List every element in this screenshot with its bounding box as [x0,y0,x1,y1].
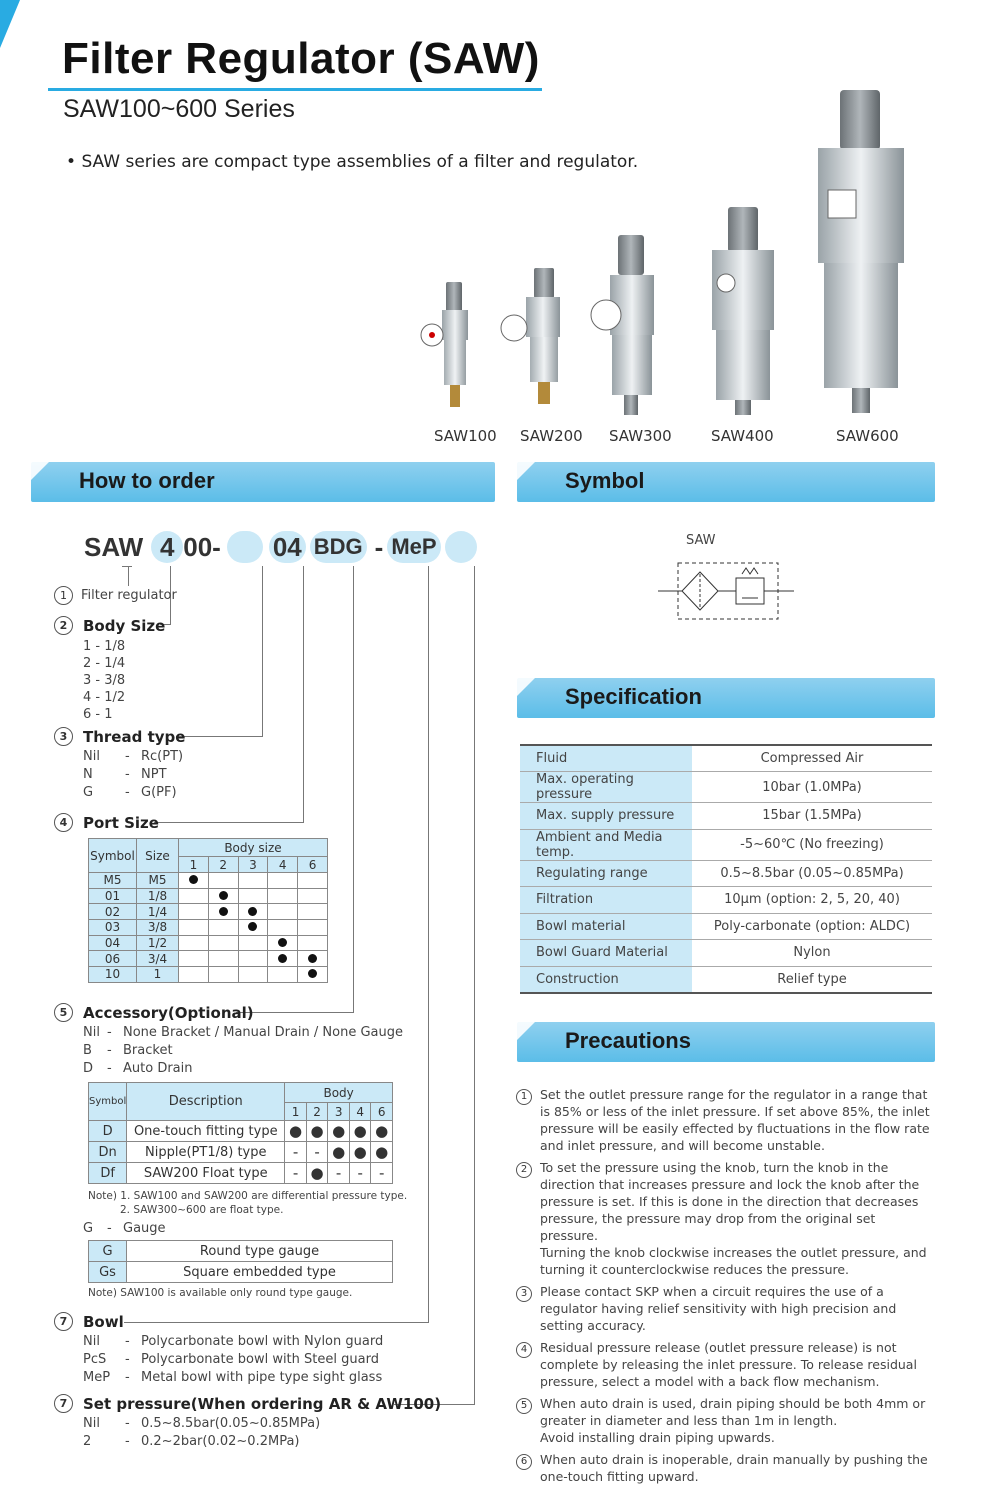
item-number-7: 7 [54,1312,73,1331]
spec-key: Max. supply pressure [520,803,692,830]
drain-cell: - [328,1163,350,1184]
product-label-saw200: SAW200 [520,427,583,445]
port-cell [208,967,238,983]
spec-row [520,887,932,914]
gauge-symbol: G [89,1241,127,1262]
item-label-accessory: Accessory(Optional) [83,1003,254,1022]
code-accessory: BDG [310,531,367,563]
port-cell [238,888,268,904]
port-size-row [89,967,328,983]
port-cell [238,873,268,889]
port-cell [179,888,209,904]
port-cell [238,951,268,967]
item-label-set-pressure: Set pressure(When ordering AR & AW100) [83,1394,442,1413]
port-symbol: 06 [89,951,137,967]
body-size-row: 4 - 1/2 [83,690,126,705]
col-body-3: 3 [238,857,268,873]
thread-type-list [83,749,183,803]
port-cell [298,951,328,967]
precaution-number: 2 [516,1162,532,1178]
accessory-list [83,1025,403,1079]
port-cell [298,935,328,951]
body-size-row: 1 - 1/8 [83,639,126,654]
drain-cell: ● [371,1142,393,1163]
set-pressure-row: Nil - 0.5~8.5bar(0.05~0.85MPa) [83,1416,321,1431]
port-cell [298,873,328,889]
drain-cell: ● [306,1121,328,1142]
precaution-number: 4 [516,1342,532,1358]
leader-line-3 [262,566,263,736]
thread-row: Nil - Rc(PT) [83,749,184,764]
precaution-text: Turning the knob clockwise increases the outlet pressure, and turning it counterclockwise reduces the pressure. [540,1245,927,1277]
port-size-row [89,920,328,936]
port-size-row [89,935,328,951]
port-size-row [89,904,328,920]
thread-row: G - G(PF) [83,785,177,800]
col-body-1: 1 [179,857,209,873]
drain-cell: - [285,1142,307,1163]
drain-symbol: D [89,1121,127,1142]
col-body-size: Body size [179,839,328,857]
port-cell [179,967,209,983]
saw600-image [818,90,904,413]
leader-line-3h [176,736,263,737]
port-cell [298,888,328,904]
product-label-saw100: SAW100 [434,427,497,445]
body-size-row: 2 - 1/4 [83,656,126,671]
available-dot [278,938,287,947]
thread-row: N - NPT [83,767,167,782]
port-cell [179,873,209,889]
order-item-4 [54,813,159,832]
port-symbol: M5 [89,873,137,889]
order-item-2 [54,616,165,635]
port-size: M5 [137,873,179,889]
order-item-1 [54,586,177,605]
drain-cell: - [349,1163,371,1184]
section-specification [517,678,935,718]
drain-cell: ● [349,1121,371,1142]
item-number-set-pressure: 7 [54,1394,73,1413]
code-set-pressure-blank [445,531,477,563]
product-label-saw400: SAW400 [711,427,774,445]
available-dot [219,891,228,900]
spec-key: Construction [520,966,692,993]
port-size: 1/8 [137,888,179,904]
body-size-list [83,638,125,723]
page-subtitle: SAW100~600 Series [63,95,295,123]
code-dash1: - [212,531,221,562]
col-body-4: 4 [349,1103,371,1121]
item-number-5: 5 [54,1003,73,1022]
drain-symbol: Dn [89,1142,127,1163]
gauge-symbol: Gs [89,1262,127,1283]
port-cell [179,904,209,920]
spec-value: 10bar (1.0MPa) [692,772,932,803]
port-size: 1/4 [137,904,179,920]
precaution-number: 6 [516,1454,532,1470]
code-mid: 00 [183,531,213,562]
saw400-image [712,207,774,415]
port-size-table [88,838,328,983]
col-symbol: Symbol [89,1083,127,1121]
available-dot [219,907,228,916]
order-item-set-pressure [54,1394,441,1413]
precaution-item [516,1339,936,1390]
available-dot [248,907,257,916]
precaution-number: 1 [516,1089,532,1105]
drain-cell: ● [349,1142,371,1163]
port-cell [268,888,298,904]
port-cell [268,967,298,983]
saw200-image [501,268,560,404]
port-size: 3/8 [137,920,179,936]
bowl-row: MeP - Metal bowl with pipe type sight glass [83,1370,383,1385]
gauge-table [88,1240,393,1283]
port-cell [208,904,238,920]
order-item-7 [54,1312,124,1331]
precaution-item [516,1086,936,1154]
bowl-list [83,1334,383,1388]
item-label-body-size: Body Size [83,616,166,635]
port-cell [238,967,268,983]
precaution-number: 5 [516,1398,532,1414]
port-symbol: 03 [89,920,137,936]
col-body: Body [285,1083,393,1103]
product-images [400,85,920,425]
section-title-symbol: Symbol [565,468,645,493]
col-body-1: 1 [285,1103,307,1121]
drain-row [89,1163,393,1184]
body-size-row: 3 - 3/8 [83,673,126,688]
set-pressure-row: 2 - 0.2~2bar(0.02~0.2MPa) [83,1434,300,1449]
leader-line-1 [128,566,129,586]
available-dot [189,875,198,884]
drain-cell: - [285,1163,307,1184]
drain-cell: ● [371,1121,393,1142]
precaution-number: 3 [516,1286,532,1302]
order-code [84,530,477,564]
page-title: Filter Regulator (SAW) [62,34,540,83]
code-bowl: MeP [387,531,440,563]
port-cell [208,920,238,936]
item-number-1: 1 [54,586,73,605]
spec-value: Relief type [692,966,932,993]
specification-table [520,744,932,994]
gauge-note: Note) SAW100 is available only round type gauge. [88,1287,353,1299]
item-label-1: Filter regulator [81,588,177,603]
product-label-saw300: SAW300 [609,427,672,445]
col-body-3: 3 [328,1103,350,1121]
port-cell [179,935,209,951]
port-cell [268,904,298,920]
bowl-row: PcS - Polycarbonate bowl with Steel guard [83,1352,379,1367]
port-size: 3/4 [137,951,179,967]
section-how-to-order [31,462,495,502]
item-label-thread-type: Thread type [83,727,186,746]
available-dot [308,954,317,963]
port-cell [238,935,268,951]
port-cell [268,935,298,951]
available-dot [278,954,287,963]
port-size: 1 [137,967,179,983]
spec-row [520,803,932,830]
precaution-text: To set the pressure using the knob, turn the knob in the direction that increases pressure and lock the knob after the pressure is set. If this is done in the direction that decreases pressure, the pressure may drop from the original set pressure. [540,1160,920,1243]
accessory-row: B - Bracket [83,1043,173,1058]
port-cell [208,935,238,951]
leader-line-7h [124,1322,429,1323]
drain-table [88,1082,393,1184]
precaution-text: When auto drain is inoperable, drain manually by pushing the one-touch fitting upward. [540,1452,928,1484]
port-cell [238,904,268,920]
item-label-bowl: Bowl [83,1312,124,1331]
drain-cell: ● [328,1142,350,1163]
section-symbol [517,462,935,502]
accessory-row: Nil - None Bracket / Manual Drain / None Gauge [83,1025,403,1040]
gauge-desc: Square embedded type [127,1262,393,1283]
order-item-3 [54,727,185,746]
spec-row [520,940,932,967]
precaution-text: When auto drain is used, drain piping should be both 4mm or greater in diameter and less than 1m in length. [540,1396,926,1428]
code-body-size: 4 [151,531,183,563]
spec-row [520,860,932,887]
intro-bullet: • SAW series are compact type assemblies of a filter and regulator. [66,152,639,172]
drain-cell: ● [306,1163,328,1184]
port-cell [179,920,209,936]
symbol-label: SAW [686,533,716,548]
spec-value: 0.5~8.5bar (0.05~0.85MPa) [692,860,932,887]
saw300-image [591,235,654,415]
item-number-4: 4 [54,813,73,832]
spec-value: 10μm (option: 2, 5, 20, 40) [692,887,932,914]
spec-key: Bowl material [520,913,692,940]
port-size: 1/2 [137,935,179,951]
col-body-2: 2 [306,1103,328,1121]
drain-note-1: Note) 1. SAW100 and SAW200 are differential pressure type. [88,1190,408,1202]
precaution-text: Set the outlet pressure range for the regulator in a range that is 85% or less of the inlet pressure. If set above 85%, the inlet pressure will be easily effected by fluctuations in the flow rate and inlet pressure, and will become unstable. [540,1087,930,1153]
item-number-2: 2 [54,616,73,635]
port-cell [208,951,238,967]
drain-desc: Nipple(PT1/8) type [127,1142,285,1163]
port-cell [208,888,238,904]
col-description: Description [127,1083,285,1121]
port-size-row [89,951,328,967]
code-thread-blank [227,531,263,563]
port-cell [179,951,209,967]
section-precautions [517,1022,935,1062]
pneumatic-symbol [658,558,794,624]
section-title-specification: Specification [565,684,702,709]
spec-key: Filtration [520,887,692,914]
set-pressure-list [83,1416,320,1452]
precaution-item [516,1395,936,1446]
code-prefix: SAW [84,531,144,562]
product-label-saw600: SAW600 [836,427,899,445]
precaution-text: Avoid installing drain piping upwards. [540,1430,775,1445]
spec-key: Fluid [520,745,692,772]
drain-row [89,1121,393,1142]
leader-line-5h [236,1012,354,1013]
spec-key: Ambient and Media temp. [520,829,692,860]
item-number-3: 3 [54,727,73,746]
precaution-text: Residual pressure release (outlet pressure release) is not complete by releasing the inlet pressure. To release residual pressure, select a model with a back flow mechanism. [540,1340,917,1389]
drain-desc: One-touch fitting type [127,1121,285,1142]
saw100-image [421,282,468,407]
leader-line-5 [353,566,354,1012]
spec-key: Regulating range [520,860,692,887]
code-port-size: 04 [269,531,306,563]
port-cell [298,920,328,936]
port-symbol: 04 [89,935,137,951]
drain-note-2: 2. SAW300~600 are float type. [120,1204,284,1216]
spec-key: Max. operating pressure [520,772,692,803]
spec-value: Poly-carbonate (option: ALDC) [692,913,932,940]
col-body-6: 6 [298,857,328,873]
spec-value: -5~60℃ (No freezing) [692,829,932,860]
gauge-desc: Round type gauge [127,1241,393,1262]
available-dot [248,922,257,931]
col-body-4: 4 [268,857,298,873]
drain-cell: - [371,1163,393,1184]
col-body-6: 6 [371,1103,393,1121]
precautions-list [516,1086,936,1490]
port-cell [238,920,268,936]
intro-text: SAW series are compact type assemblies of a filter and regulator. [81,152,639,172]
precaution-item [516,1451,936,1485]
col-size: Size [137,839,179,873]
item-label-port-size: Port Size [83,813,159,832]
drain-cell: ● [285,1121,307,1142]
gauge-row: G - Gauge [83,1221,166,1236]
drain-desc: SAW200 Float type [127,1163,285,1184]
accessory-row: D - Auto Drain [83,1061,193,1076]
port-cell [268,920,298,936]
spec-key: Bowl Guard Material [520,940,692,967]
drain-cell: ● [328,1121,350,1142]
spec-value: 15bar (1.5MPa) [692,803,932,830]
col-symbol: Symbol [89,839,137,873]
leader-line-4 [303,566,304,822]
leader-line-8 [474,566,475,1404]
port-symbol: 02 [89,904,137,920]
spec-row [520,913,932,940]
drain-symbol: Df [89,1163,127,1184]
precaution-item [516,1159,936,1278]
spec-value: Nylon [692,940,932,967]
leader-line-7 [428,566,429,1322]
port-cell [208,873,238,889]
available-dot [308,969,317,978]
port-cell [268,873,298,889]
spec-row [520,966,932,993]
port-size-row [89,888,328,904]
port-cell [268,951,298,967]
corner-accent [0,0,20,48]
leader-line-4h [154,822,304,823]
code-dash2: - [374,531,384,562]
port-symbol: 01 [89,888,137,904]
spec-row [520,829,932,860]
port-symbol: 10 [89,967,137,983]
spec-row [520,772,932,803]
col-body-2: 2 [208,857,238,873]
precaution-text: Please contact SKP when a circuit requires the use of a regulator having relief sensitivity with high precision and setting accuracy. [540,1284,897,1333]
bowl-row: Nil - Polycarbonate bowl with Nylon guard [83,1334,384,1349]
order-item-5 [54,1003,254,1022]
port-size-row [89,873,328,889]
section-title-precautions: Precautions [565,1028,691,1053]
body-size-row: 6 - 1 [83,707,113,722]
section-title-how-to-order: How to order [79,468,215,493]
spec-value: Compressed Air [692,745,932,772]
leader-line-1h [122,566,132,567]
spec-row [520,745,932,772]
precaution-item [516,1283,936,1334]
port-cell [298,904,328,920]
drain-row [89,1142,393,1163]
port-cell [298,967,328,983]
drain-cell: - [306,1142,328,1163]
